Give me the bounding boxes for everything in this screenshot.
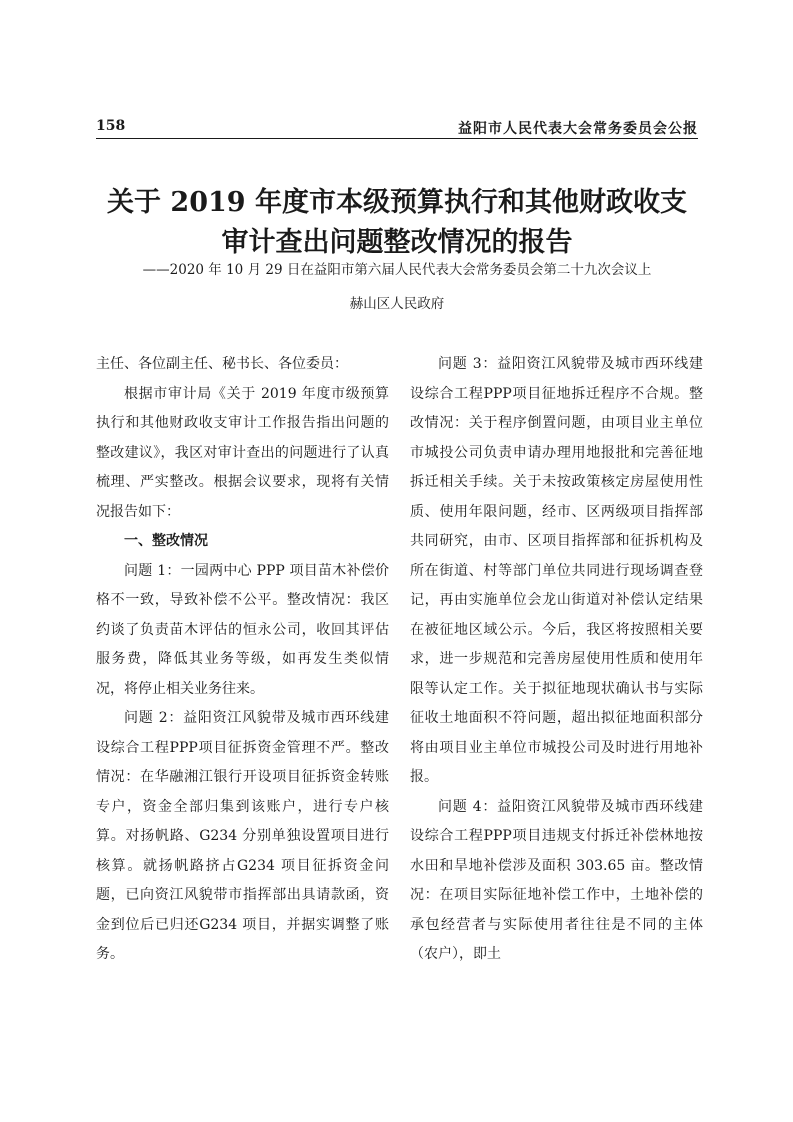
report-title-line1: 关于 2019 年度市本级预算执行和其他财政收支 [107, 187, 687, 218]
salutation: 主任、各位副主任、秘书长、各位委员： [96, 356, 348, 372]
report-title-line2: 审计查出问题整改情况的报告 [221, 227, 573, 258]
journal-title: 益阳市人民代表大会常务委员会公报 [458, 121, 698, 137]
report-author: 赫山区人民政府 [349, 296, 445, 312]
header-divider [96, 138, 698, 139]
section-heading: 一、整改情况 [124, 533, 208, 549]
intro-paragraph: 根据市审计局《关于 2019 年度市级预算执行和其他财政收支审计工作报告指出问题的整改建议》，我区对审计查出的问题进行了认真梳理、严实整改。根据会议要求，现将有关情况报告如下： [96, 385, 389, 520]
issue-3-paragraph: 问题 3：益阳资江风貌带及城市西环线建设综合工程PPP项目征地拆迁程序不合规。整改情况：关于程序倒置问题，由项目业主单位市城投公司负责申请办理用地报批和完善征地拆迁相关手续。关于未按政策核定房屋使用性质、使用年限问题，经市、区两级项目指挥部共同研究，由市、区项目指挥部和征拆机构及所在街道、村等部门单位共同进行现场调查登记，再由实施单位会龙山街道对补偿认定结果在被征地区域公示。今后，我区将按照相关要求，进一步规范和完善房屋使用性质和使用年限等认定工作。关于拟征地现状确认书与实际征收土地面积不符问题，超出拟征地面积部分将由项目业主单位市城投公司及时进行用地补报。 [410, 356, 703, 785]
page-number: 158 [96, 118, 126, 134]
right-column [410, 350, 703, 970]
page-header [96, 115, 698, 139]
report-subtitle: ——2020 年 10 月 29 日在益阳市第六届人民代表大会常务委员会第二十九次会议上 [142, 262, 652, 278]
issue-1-paragraph: 问题 1：一园两中心 PPP 项目苗木补偿价格不一致，导致补偿不公平。整改情况：我区约谈了负责苗木评估的恒永公司，收回其评估服务费，降低其业务等级，如再发生类似情况，将停止相关业务往来。 [96, 562, 389, 697]
left-column [96, 350, 389, 970]
issue-4-paragraph: 问题 4：益阳资江风貌带及城市西环线建设综合工程PPP项目违规支付拆迁补偿林地按水田和旱地补偿涉及面积 303.65 亩。整改情况：在项目实际征地补偿工作中，土地补偿的承包经营者与实际使用者往往是不同的主体（农户），即土 [410, 798, 703, 962]
issue-2-paragraph: 问题 2：益阳资江风貌带及城市西环线建设综合工程PPP项目征拆资金管理不严。整改情况：在华融湘江银行开设项目征拆资金转账专户，资金全部归集到该账户，进行专户核算。对扬帆路、G234 分别单独设置项目进行核算。就扬帆路挤占G234 项目征拆资金问题，已向资江风貌带市指挥部出具请款函，资金到位后已归还G234 项目，并据实调整了账务。 [96, 710, 389, 962]
